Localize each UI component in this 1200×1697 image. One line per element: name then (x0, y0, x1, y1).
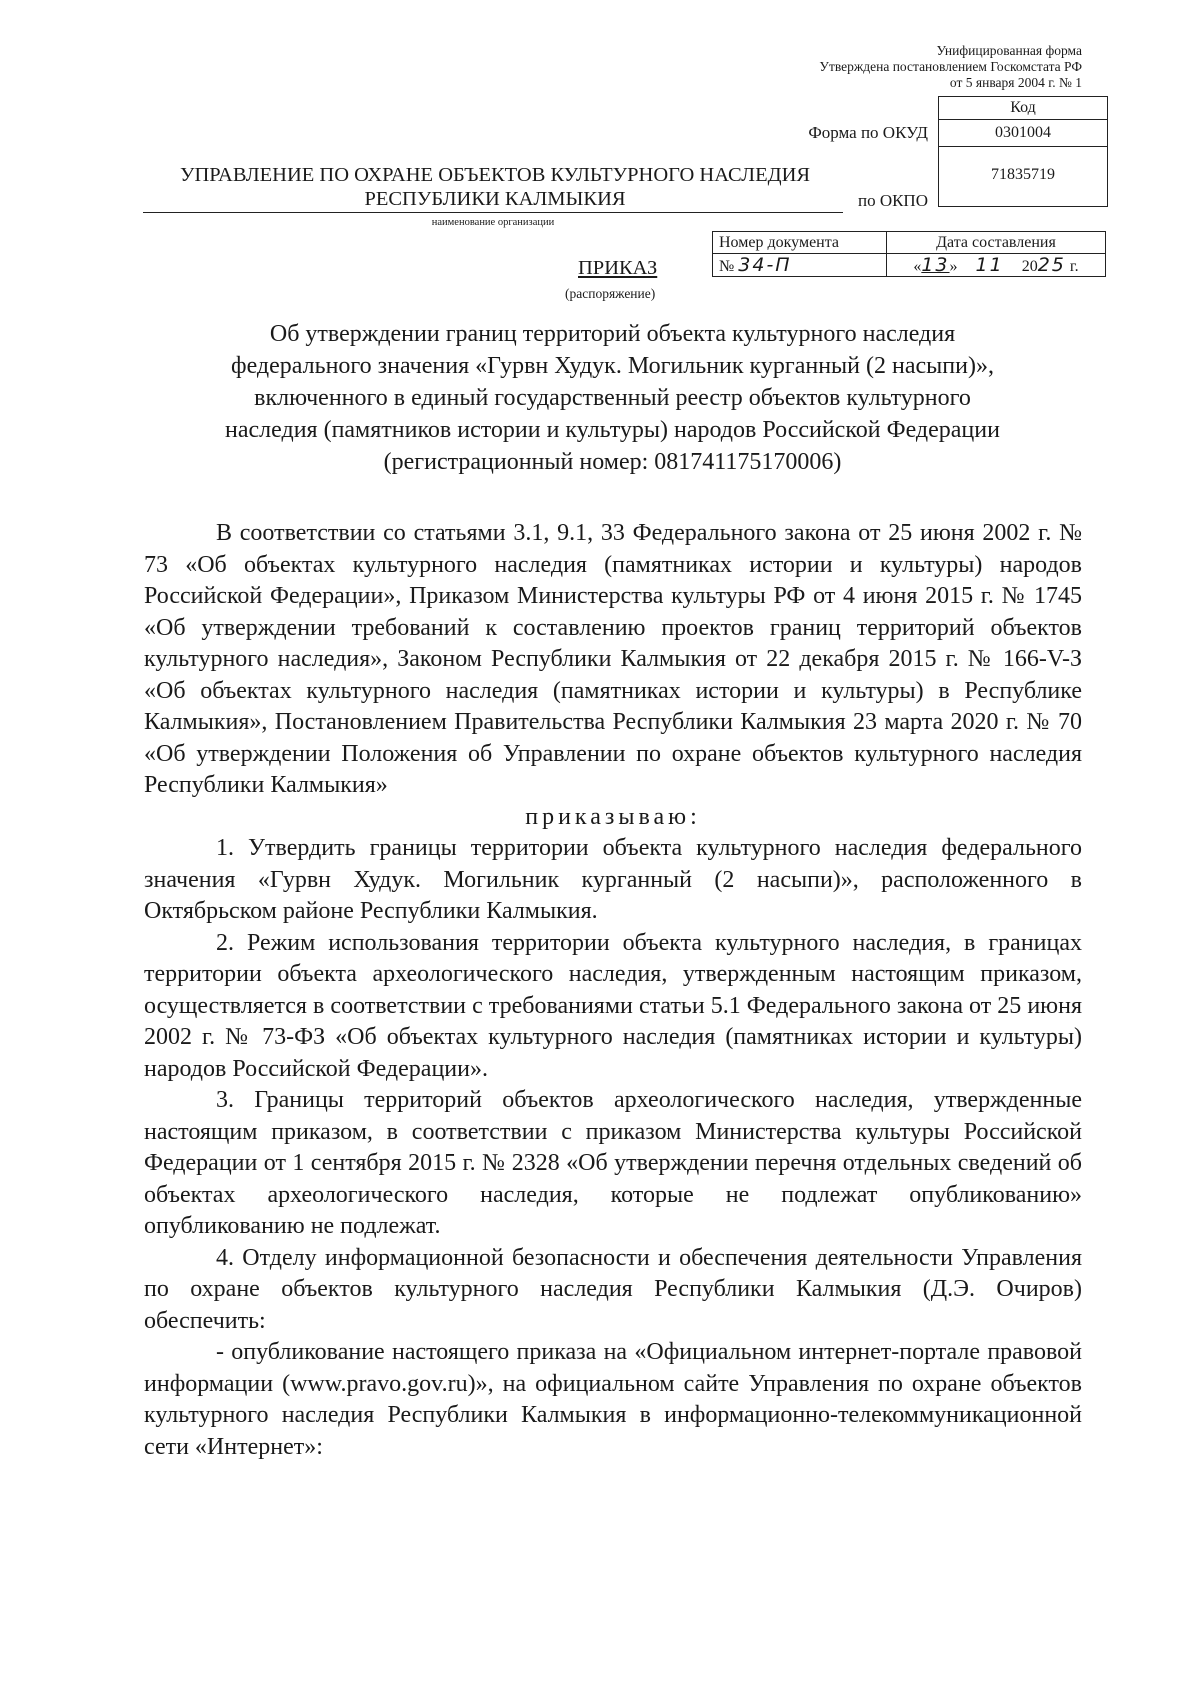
okpo-code: 71835719 (991, 166, 1055, 183)
organization-underline (143, 212, 843, 213)
document-date-cell (887, 254, 1106, 277)
date-day-handwritten: 13 (921, 254, 950, 276)
document-body (144, 518, 1082, 1463)
document-number-date-table (712, 231, 1106, 277)
date-quote-close: » (949, 258, 958, 275)
title-line: федерального значения «Гурвн Худук. Могильник курганный (2 насыпи)», (231, 353, 994, 379)
okud-label: Форма по ОКУД (808, 123, 928, 142)
okud-code: 0301004 (939, 120, 1107, 147)
okpo-label: по ОКПО (857, 191, 928, 210)
title-line: (регистрационный номер: 081741175170006) (383, 449, 842, 475)
document-type: ПРИКАЗ (578, 257, 658, 279)
title-line: включенного в единый государственный реестр объектов культурного (254, 385, 971, 411)
organization-caption: наименование организации (431, 217, 555, 228)
document-number-handwritten: 34-П (738, 254, 792, 276)
order-item-2: 2. Режим использования территории объекта культурного наследия, в границах территории объекта археологического наследия, утвержденным настоящим приказом, осуществляется в соответствии с требованиями статьи 5.1 Федерального закона от 25 июня 2002 г. № 73-ФЗ «Об объектах культурного наследия (памятниках истории и культуры) народов Российской Федерации». (144, 929, 1082, 1082)
organization-name-line-2: РЕСПУБЛИКИ КАЛМЫКИЯ (364, 188, 626, 210)
form-approval-line-2: Утверждена постановлением Госкомстата РФ (819, 59, 1082, 74)
form-approval-line-3: от 5 января 2004 г. № 1 (949, 75, 1082, 90)
date-month-handwritten: 11 (975, 254, 1004, 276)
order-item-4-sub: - опубликование настоящего приказа на «Официальном интернет-портале правовой информации (www.pravo.gov.ru)», на официальном сайте Управления по охране объектов культурного наследия Республики Калмыкия в информационно-телекоммуникационной сети «Интернет»: (144, 1339, 1082, 1460)
title-line: наследия (памятников истории и культуры) народов Российской Федерации (225, 417, 1000, 443)
date-quote-open: « (913, 258, 922, 275)
date-year-prefix: 20 (1021, 258, 1038, 275)
title-line: Об утверждении границ территорий объекта культурного наследия (269, 321, 956, 347)
document-title (140, 318, 1085, 478)
date-year-handwritten: 25 (1037, 254, 1066, 276)
number-prefix: № (719, 258, 735, 275)
order-item-3: 3. Границы территорий объектов археологического наследия, утвержденные настоящим приказом, в соответствии с приказом Министерства культуры Российской Федерации от 1 сентября 2015 г. № 2328 «Об утверждении перечня отдельных сведений об объектах археологического наследия, которые не подлежат опубликованию» опубликованию не подлежат. (144, 1087, 1082, 1239)
date-header: Дата составления (887, 232, 1106, 254)
preamble-paragraph: В соответствии со статьями 3.1, 9.1, 33 Федерального закона от 25 июня 2002 г. № 73 «Об объектах культурного наследия (памятниках истории и культуры) народов Российской Федерации», Приказом Министерства культуры РФ от 4 июня 2015 г. № 1745 «Об утверждении требований к составлению проектов границ территорий объектов культурного наследия», Законом Республики Калмыкия от 22 декабря 2015 г. № 166-V-З «Об объектах культурного наследия (памятниках истории и культуры) в Республике Калмыкия», Постановлением Правительства Республики Калмыкия 23 марта 2020 г. № 70 «Об утверждении Положения об Управлении по охране объектов культурного наследия Республики Калмыкия» (144, 520, 1082, 798)
date-year-suffix: г. (1069, 258, 1079, 275)
number-header: Номер документа (713, 232, 887, 254)
code-header: Код (939, 97, 1107, 120)
code-box (938, 96, 1108, 207)
document-number-cell (713, 254, 887, 277)
order-item-4: 4. Отделу информационной безопасности и обеспечения деятельности Управления по охране объектов культурного наследия Республики Калмыкия (Д.Э. Очиров) обеспечить: (144, 1244, 1082, 1334)
form-approval-line-1: Унифицированная форма (936, 43, 1082, 58)
document-type-subtitle: (распоряжение) (565, 286, 656, 301)
order-word: приказываю: (525, 803, 701, 830)
order-item-1: 1. Утвердить границы территории объекта культурного наследия федерального значения «Гурвн Худук. Могильник курганный (2 насыпи)», расположенного в Октябрьском районе Республики Калмыкия. (144, 835, 1082, 924)
organization-name-line-1: УПРАВЛЕНИЕ ПО ОХРАНЕ ОБЪЕКТОВ КУЛЬТУРНОГО НАСЛЕДИЯ (179, 164, 811, 186)
